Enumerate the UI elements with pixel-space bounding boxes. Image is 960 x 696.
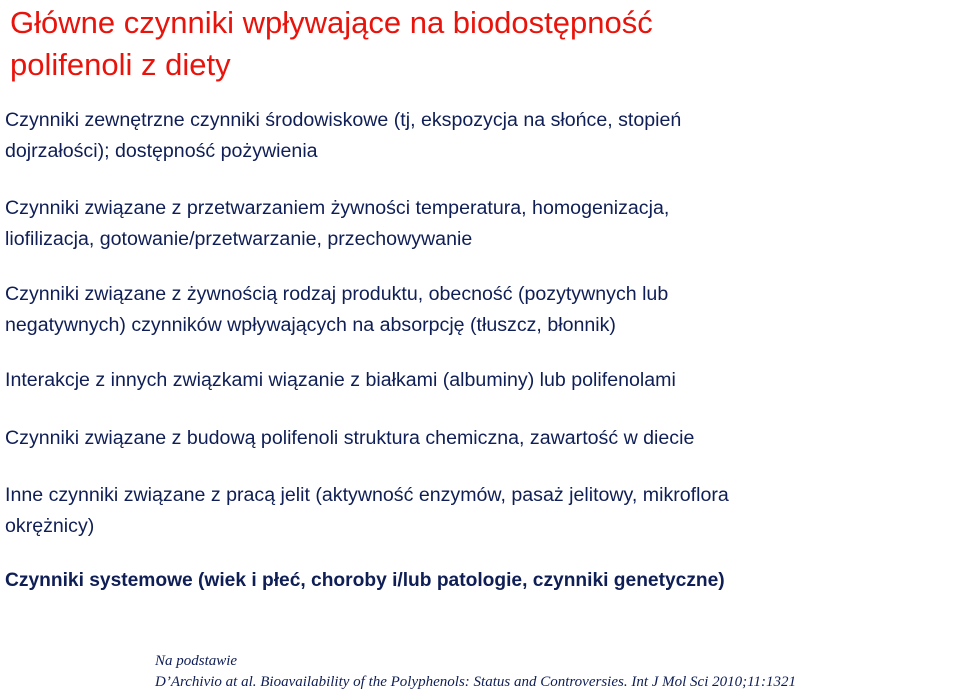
factor-systemic-line-1: Czynniki systemowe (wiek i płeć, choroby i/lub patologie, czynniki genetyczne) bbox=[5, 570, 725, 591]
factor-interactions-line-1: Interakcje z innych związkami wiązanie z białkami (albuminy) lub polifenolami bbox=[5, 369, 676, 391]
factor-systemic bbox=[5, 566, 960, 597]
factor-polyphenol-structure bbox=[5, 423, 960, 454]
factor-food-processing-line-2: liofilizacja, gotowanie/przetwarzanie, przechowywanie bbox=[5, 227, 473, 250]
factor-gut-function bbox=[5, 480, 960, 541]
slide-title-line-2: polifenoli z diety bbox=[10, 47, 231, 82]
factor-food-processing-line-1: Czynniki związane z przetwarzaniem żywności temperatura, homogenizacja, bbox=[5, 197, 670, 219]
factor-gut-function-line-2: okrężnicy) bbox=[5, 514, 95, 537]
factor-food-related-line-2: negatywnych) czynników wpływających na absorpcję (tłuszcz, błonnik) bbox=[5, 313, 616, 336]
source-citation bbox=[155, 651, 796, 693]
factor-food-related-line-1: Czynniki związane z żywnością rodzaj produktu, obecność (pozytywnych lub bbox=[5, 283, 669, 305]
slide-title bbox=[10, 2, 950, 86]
factor-environmental-line-2: dojrzałości); dostępność pożywienia bbox=[5, 139, 318, 162]
factor-food-processing bbox=[5, 193, 960, 254]
slide-title-line-1: Główne czynniki wpływające na biodostępność bbox=[10, 5, 653, 40]
factor-gut-function-line-1: Inne czynniki związane z pracą jelit (aktywność enzymów, pasaż jelitowy, mikroflora bbox=[5, 484, 729, 506]
factor-interactions bbox=[5, 365, 960, 396]
factor-environmental-line-1: Czynniki zewnętrzne czynniki środowiskowe (tj, ekspozycja na słońce, stopień bbox=[5, 109, 682, 131]
source-reference: D’Archivio at al. Bioavailability of the Polyphenols: Status and Controversies. Int J Mol Sci 2010;11:1321 bbox=[155, 674, 797, 690]
factor-environmental bbox=[5, 105, 960, 166]
factor-food-related bbox=[5, 279, 960, 340]
factor-polyphenol-structure-line-1: Czynniki związane z budową polifenoli struktura chemiczna, zawartość w diecie bbox=[5, 427, 695, 449]
source-label: Na podstawie bbox=[155, 653, 238, 669]
